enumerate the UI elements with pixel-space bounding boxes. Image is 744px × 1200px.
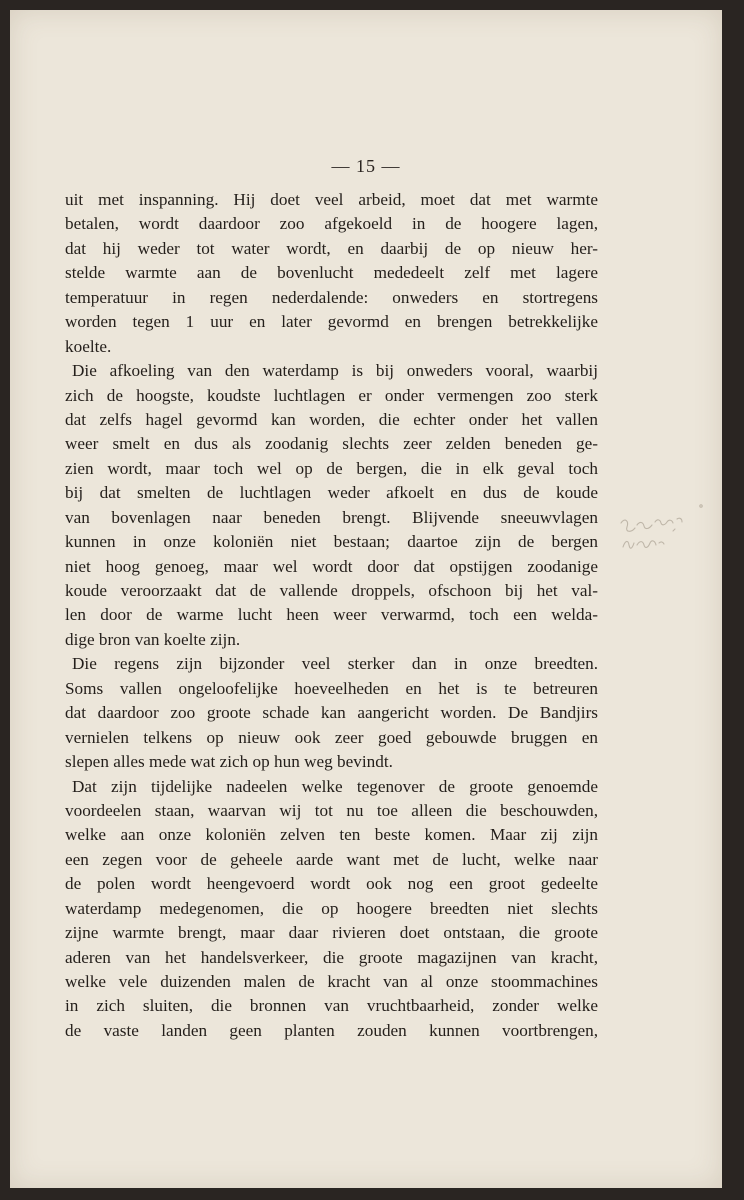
text-line: aderen van het handelsverkeer, die groote magazijnen van kracht, — [65, 947, 598, 967]
text-line: slepen alles mede wat zich op hun weg bevindt. — [65, 752, 393, 772]
text-line: een zegen voor de geheele aarde want met de lucht, welke naar — [65, 849, 598, 869]
text-line: worden tegen 1 uur en later gevormd en brengen betrekkelijke — [65, 312, 598, 332]
text-line: len door de warme lucht heen weer verwarmd, toch een welda- — [65, 605, 598, 625]
text-line: weer smelt en dus als zoodanig slechts zeer zelden beneden ge- — [65, 434, 598, 454]
text-line: welke aan onze koloniën zelven ten beste komen. Maar zij zijn — [65, 825, 598, 845]
paragraph — [65, 652, 598, 774]
text-line: dige bron van koelte zijn. — [65, 629, 241, 649]
text-line: dat zelfs hagel gevormd kan worden, die echter onder het vallen — [65, 409, 598, 429]
text-line: welke vele duizenden malen de kracht van al onze stoommachines — [65, 972, 598, 991]
text-line: de polen wordt heengevoerd wordt ook nog een groot gedeelte — [65, 874, 598, 894]
paragraph — [65, 775, 598, 1044]
text-line: kunnen in onze koloniën niet bestaan; daartoe zijn de bergen — [65, 532, 598, 552]
text-line: van bovenlagen naar beneden brengt. Blijvende sneeuwvlagen — [65, 507, 598, 527]
paragraph — [65, 359, 598, 652]
text-line: bij dat smelten de luchtlagen weder afkoelt en dus de koude — [65, 483, 598, 503]
text-line: zijne warmte brengt, maar daar rivieren doet ontstaan, die groote — [65, 923, 598, 943]
text-line: stelde warmte aan de bovenlucht mededeelt zelf met lagere — [65, 263, 598, 283]
text-line: Soms vallen ongeloofelijke hoeveelheden en het is te betreuren — [65, 678, 598, 698]
paragraph — [65, 188, 598, 359]
text-line: de vaste landen geen planten zouden kunnen voortbrengen, — [65, 1020, 598, 1040]
text-line: vernielen telkens op nieuw ook zeer goed gebouwde bruggen en — [65, 727, 598, 747]
text-line: in zich sluiten, die bronnen van vruchtbaarheid, zonder welke — [65, 996, 598, 1016]
pencil-annotation-icon — [615, 495, 710, 565]
text-line: temperatuur in regen nederdalende: onweders en stortregens — [65, 287, 598, 307]
body-text — [65, 188, 598, 1043]
text-line: zien wordt, maar toch wel op de bergen, die in elk geval toch — [65, 458, 598, 478]
text-line: dat daardoor zoo groote schade kan aangericht worden. De Bandjirs — [65, 703, 598, 723]
text-line: voordeelen staan, waarvan wij tot nu toe alleen die beschouwden, — [65, 800, 598, 820]
text-line: Die regens zijn bijzonder veel sterker dan in onze breedten. — [72, 654, 598, 674]
text-line: zich de hoogste, koudste luchtlagen er onder vermengen zoo sterk — [65, 385, 598, 405]
text-line: waterdamp medegenomen, die op hoogere breedten niet slechts — [65, 898, 598, 918]
text-line: niet hoog genoeg, maar wel wordt door dat opstijgen zoodanige — [65, 556, 598, 576]
text-line: Die afkoeling van den waterdamp is bij onweders vooral, waarbij — [72, 361, 598, 381]
book-page — [10, 10, 722, 1188]
text-line: uit met inspanning. Hij doet veel arbeid, moet dat met warmte — [65, 190, 598, 209]
text-line: Dat zijn tijdelijke nadeelen welke tegenover de groote genoemde — [72, 776, 598, 796]
text-line: dat hij weder tot water wordt, en daarbij de op nieuw her- — [65, 238, 598, 258]
page-number: — 15 — — [331, 156, 401, 176]
text-line: betalen, wordt daardoor zoo afgekoeld in de hoogere lagen, — [65, 214, 598, 234]
text-line: koelte. — [65, 336, 112, 356]
text-line: koude veroorzaakt dat de vallende droppels, ofschoon bij het val- — [65, 581, 598, 600]
